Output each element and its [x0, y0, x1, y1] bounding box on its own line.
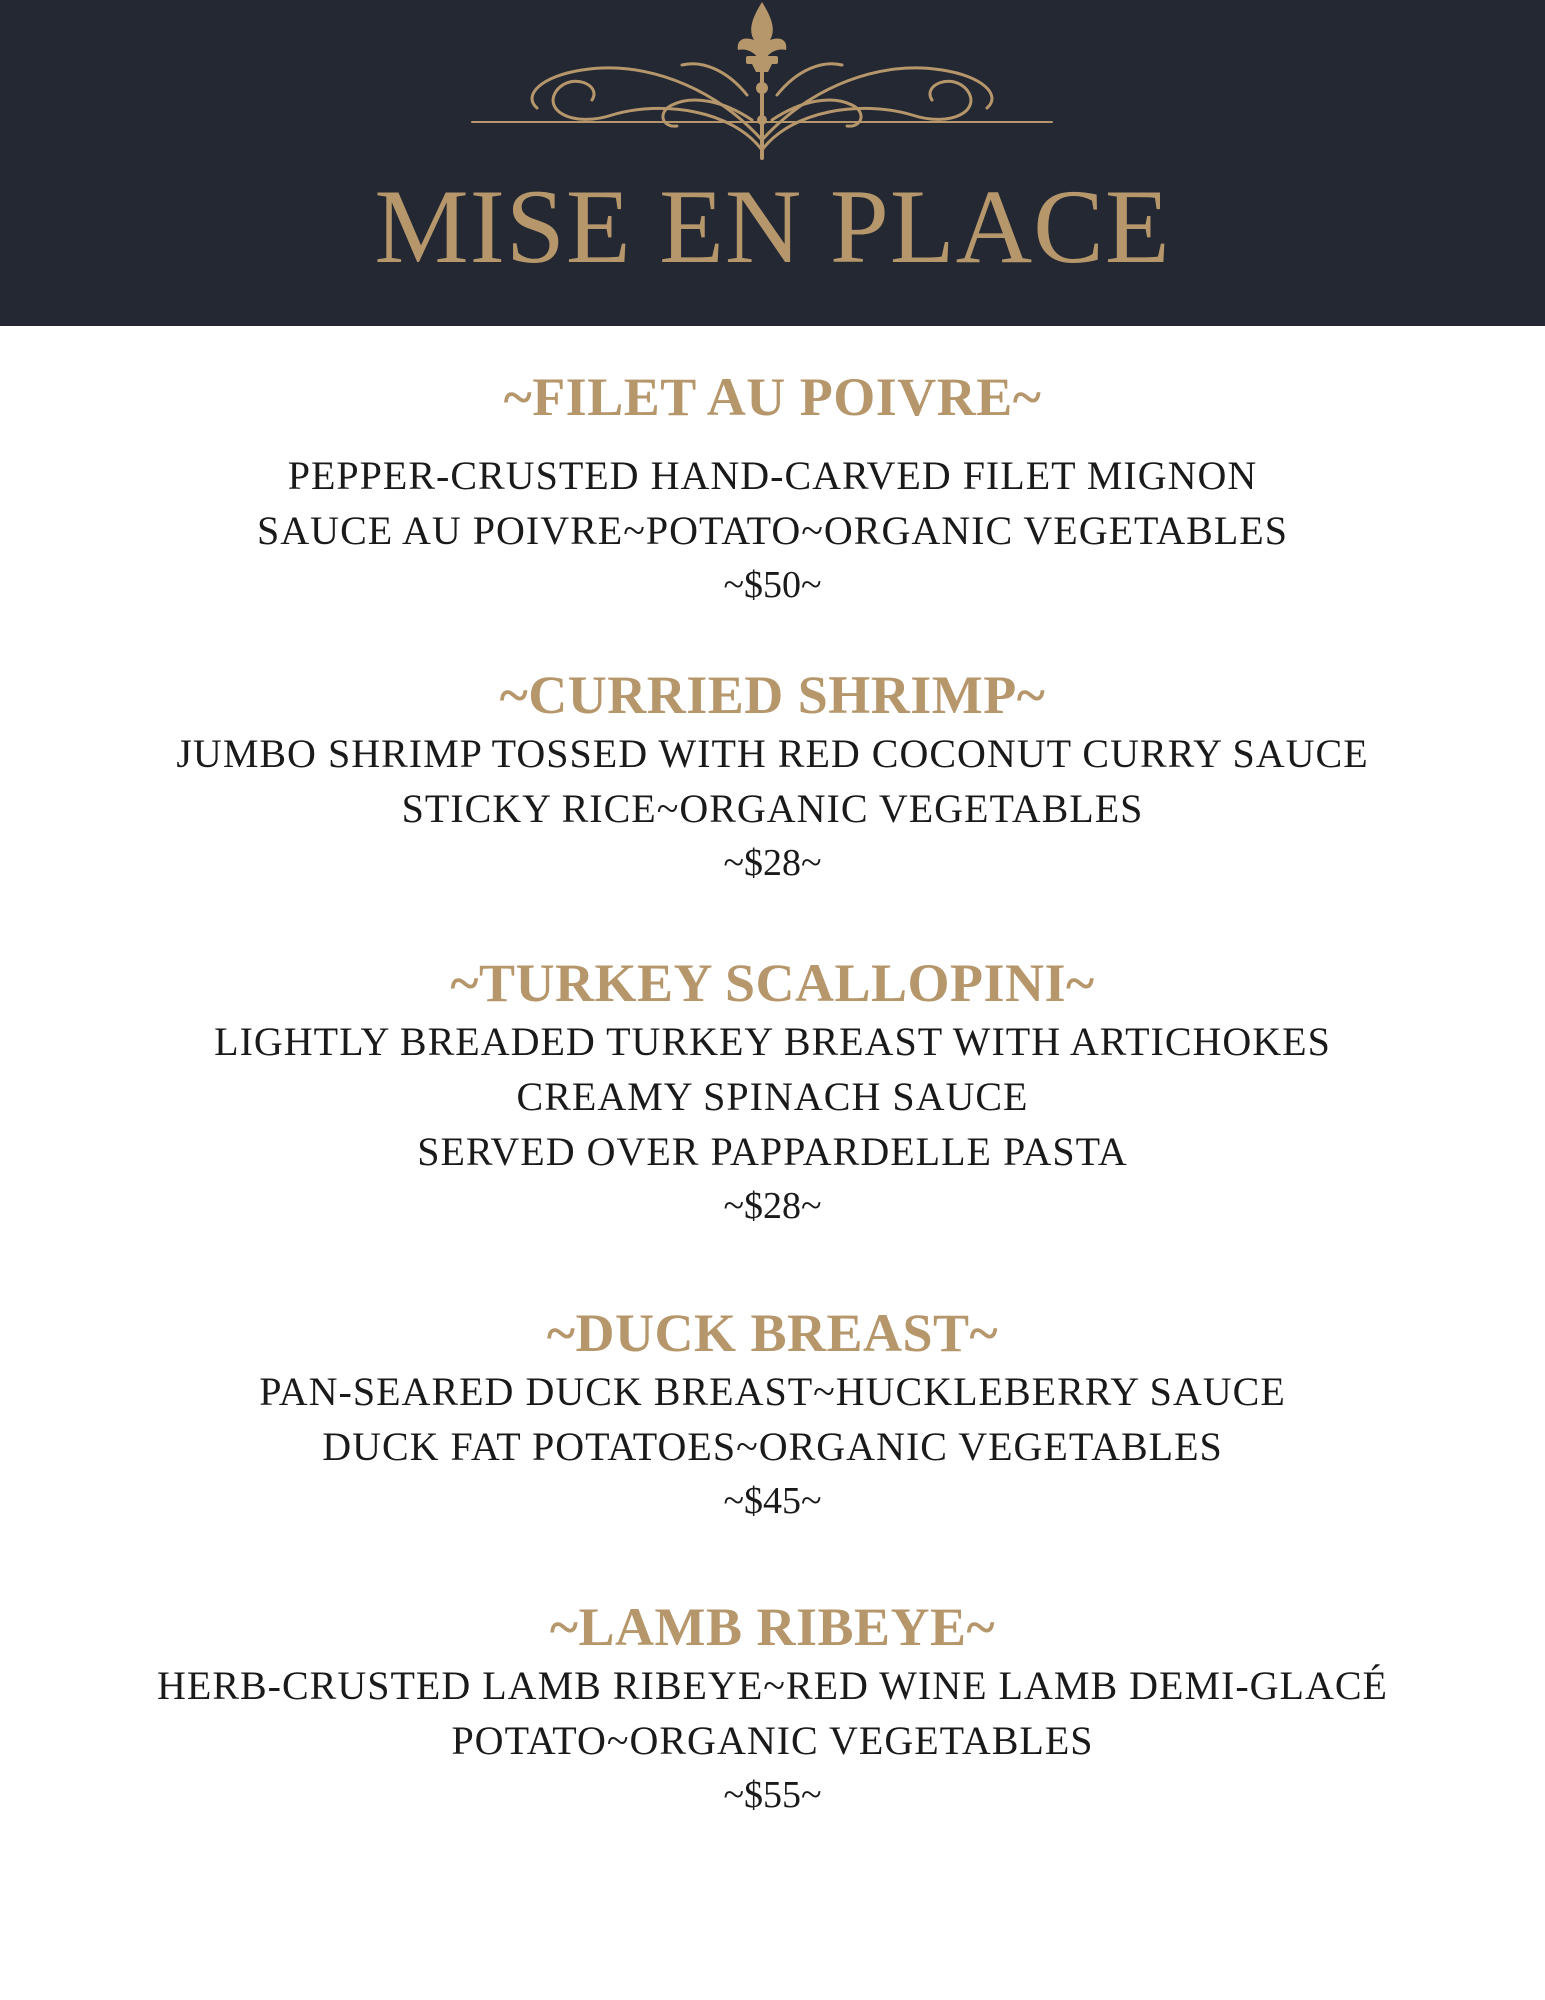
restaurant-name: MISE EN PLACE — [374, 168, 1171, 285]
menu-item-description: PAN-SEARED DUCK BREAST~HUCKLEBERRY SAUCE — [259, 1369, 1286, 1414]
menu-item-filet-au-poivre — [0, 366, 1545, 613]
menu-item-title: ~FILET AU POIVRE~ — [503, 367, 1042, 427]
menu-item-description: POTATO~ORGANIC VEGETABLES — [451, 1718, 1094, 1763]
menu-item-lamb-ribeye — [0, 1596, 1545, 1823]
menu-item-price: ~$45~ — [723, 1480, 822, 1522]
menu-item-description: LIGHTLY BREADED TURKEY BREAST WITH ARTICHOKES — [214, 1019, 1331, 1064]
menu-item-description: SERVED OVER PAPPARDELLE PASTA — [417, 1129, 1128, 1174]
menu-item-price: ~$28~ — [723, 842, 822, 884]
menu-item-duck-breast — [0, 1302, 1545, 1529]
menu-item-turkey-scallopini — [0, 952, 1545, 1234]
menu-item-description: HERB-CRUSTED LAMB RIBEYE~RED WINE LAMB DEMI-GLACÉ — [157, 1663, 1388, 1708]
menu-header — [0, 0, 1545, 326]
menu-item-description: SAUCE AU POIVRE~POTATO~ORGANIC VEGETABLES — [257, 508, 1288, 553]
fleur-de-lis-ornament-icon — [462, 0, 1062, 170]
menu-item-description: DUCK FAT POTATOES~ORGANIC VEGETABLES — [322, 1424, 1223, 1469]
menu-item-title: ~CURRIED SHRIMP~ — [499, 665, 1046, 725]
menu-item-price: ~$55~ — [723, 1774, 822, 1816]
menu-item-title: ~DUCK BREAST~ — [546, 1303, 999, 1363]
menu-item-description: PEPPER-CRUSTED HAND-CARVED FILET MIGNON — [287, 453, 1258, 498]
menu-item-price: ~$28~ — [723, 1185, 822, 1227]
menu-item-description: JUMBO SHRIMP TOSSED WITH RED COCONUT CURRY SAUCE — [176, 731, 1369, 776]
menu-item-description: STICKY RICE~ORGANIC VEGETABLES — [401, 786, 1144, 831]
menu-item-title: ~TURKEY SCALLOPINI~ — [450, 953, 1095, 1013]
menu-item-price: ~$50~ — [723, 564, 822, 606]
menu-item-curried-shrimp — [0, 664, 1545, 891]
menu-item-title: ~LAMB RIBEYE~ — [549, 1597, 996, 1657]
menu-item-description: CREAMY SPINACH SAUCE — [516, 1074, 1029, 1119]
